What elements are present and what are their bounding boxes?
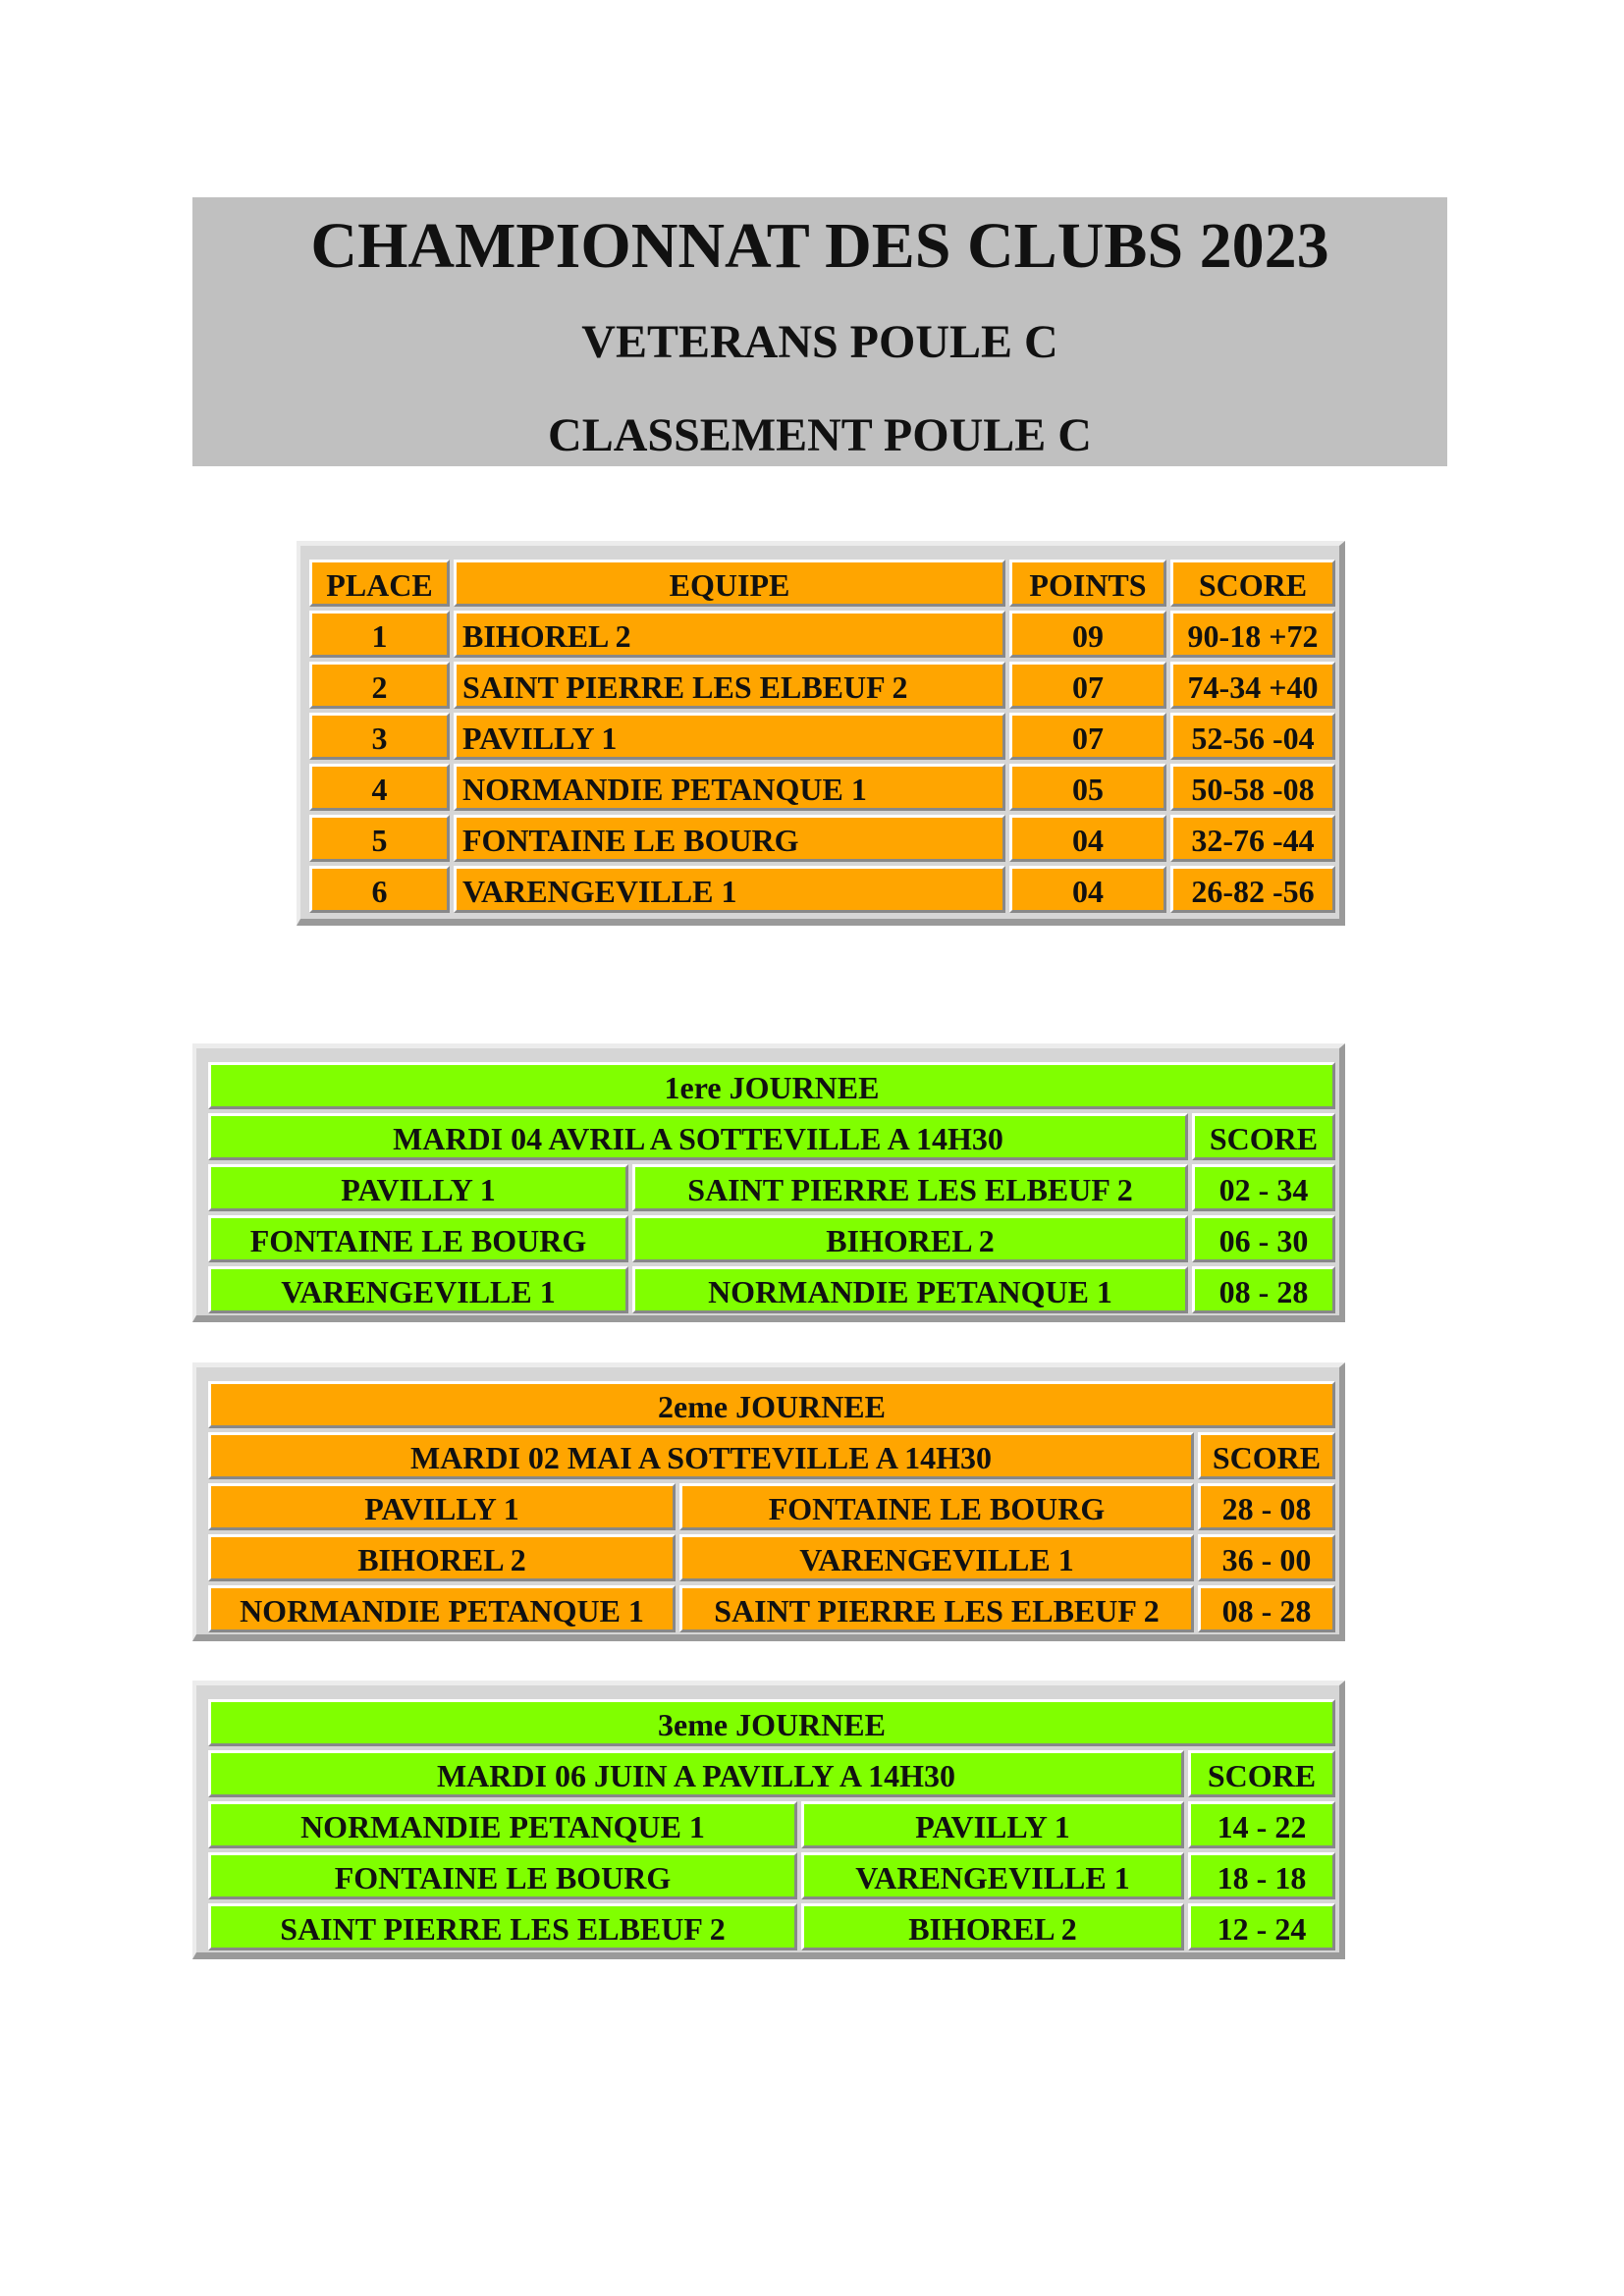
table-row-2-score: 74-34 +40	[1170, 662, 1335, 709]
table-row-5-score: 32-76 -44	[1170, 815, 1335, 862]
round-2-match-3-away: SAINT PIERRE LES ELBEUF 2	[679, 1585, 1194, 1632]
round-3-date: MARDI 06 JUIN A PAVILLY A 14H30	[208, 1750, 1184, 1797]
round-3-match-1-score: 14 - 22	[1188, 1801, 1335, 1848]
round-1-score-label: SCORE	[1192, 1113, 1335, 1160]
round-3-title: 3eme JOURNEE	[208, 1699, 1335, 1746]
table-row-5-place: 5	[309, 815, 450, 862]
table-row-6-points: 04	[1009, 866, 1166, 913]
table-row-6-place: 6	[309, 866, 450, 913]
round-1-match-1-home: PAVILLY 1	[208, 1164, 628, 1211]
standings-table	[297, 541, 1345, 926]
round-1-title: 1ere JOURNEE	[208, 1062, 1335, 1109]
table-row-3-points: 07	[1009, 713, 1166, 760]
table-row-2-team: SAINT PIERRE LES ELBEUF 2	[454, 662, 1005, 709]
round-2-match-1-home: PAVILLY 1	[208, 1483, 676, 1530]
round-3-match-2-score: 18 - 18	[1188, 1852, 1335, 1899]
table-row-3-place: 3	[309, 713, 450, 760]
table-row-5-team: FONTAINE LE BOURG	[454, 815, 1005, 862]
round-3-match-2-home: FONTAINE LE BOURG	[208, 1852, 797, 1899]
round-3-match-1-away: PAVILLY 1	[801, 1801, 1184, 1848]
round-1-match-2-score: 06 - 30	[1192, 1215, 1335, 1262]
round-3-table	[192, 1681, 1345, 1959]
page-title: CHAMPIONNAT DES CLUBS 2023	[310, 210, 1329, 282]
table-row-4-team: NORMANDIE PETANQUE 1	[454, 764, 1005, 811]
table-row-4-score: 50-58 -08	[1170, 764, 1335, 811]
table-row-1-score: 90-18 +72	[1170, 611, 1335, 658]
round-3-match-3-away: BIHOREL 2	[801, 1903, 1184, 1950]
round-1-match-3-away: NORMANDIE PETANQUE 1	[632, 1266, 1188, 1313]
round-3-match-3-score: 12 - 24	[1188, 1903, 1335, 1950]
table-row-4-points: 05	[1009, 764, 1166, 811]
round-2-match-2-score: 36 - 00	[1198, 1534, 1335, 1581]
table-row-2-points: 07	[1009, 662, 1166, 709]
table-row-5-points: 04	[1009, 815, 1166, 862]
table-row-6-team: VARENGEVILLE 1	[454, 866, 1005, 913]
round-1-match-3-score: 08 - 28	[1192, 1266, 1335, 1313]
table-row-2-place: 2	[309, 662, 450, 709]
round-1-match-2-away: BIHOREL 2	[632, 1215, 1188, 1262]
round-2-match-2-home: BIHOREL 2	[208, 1534, 676, 1581]
round-2-score-label: SCORE	[1198, 1432, 1335, 1479]
col-header-place: PLACE	[309, 560, 450, 607]
round-1-match-1-away: SAINT PIERRE LES ELBEUF 2	[632, 1164, 1188, 1211]
round-1-match-2-home: FONTAINE LE BOURG	[208, 1215, 628, 1262]
table-row-1-team: BIHOREL 2	[454, 611, 1005, 658]
round-2-match-2-away: VARENGEVILLE 1	[679, 1534, 1194, 1581]
round-2-match-3-home: NORMANDIE PETANQUE 1	[208, 1585, 676, 1632]
round-1-match-1-score: 02 - 34	[1192, 1164, 1335, 1211]
round-2-title: 2eme JOURNEE	[208, 1381, 1335, 1428]
round-1-date: MARDI 04 AVRIL A SOTTEVILLE A 14H30	[208, 1113, 1188, 1160]
table-row-3-team: PAVILLY 1	[454, 713, 1005, 760]
table-row-4-place: 4	[309, 764, 450, 811]
round-3-match-3-home: SAINT PIERRE LES ELBEUF 2	[208, 1903, 797, 1950]
table-row-3-score: 52-56 -04	[1170, 713, 1335, 760]
section-title: CLASSEMENT POULE C	[548, 409, 1092, 461]
round-3-match-2-away: VARENGEVILLE 1	[801, 1852, 1184, 1899]
page-subtitle: VETERANS POULE C	[581, 316, 1058, 368]
round-3-match-1-home: NORMANDIE PETANQUE 1	[208, 1801, 797, 1848]
round-2-match-3-score: 08 - 28	[1198, 1585, 1335, 1632]
table-row-1-place: 1	[309, 611, 450, 658]
round-2-table	[192, 1362, 1345, 1641]
table-row-6-score: 26-82 -56	[1170, 866, 1335, 913]
round-1-table	[192, 1043, 1345, 1322]
round-2-date: MARDI 02 MAI A SOTTEVILLE A 14H30	[208, 1432, 1194, 1479]
col-header-team: EQUIPE	[454, 560, 1005, 607]
round-2-match-1-score: 28 - 08	[1198, 1483, 1335, 1530]
round-2-match-1-away: FONTAINE LE BOURG	[679, 1483, 1194, 1530]
round-3-score-label: SCORE	[1188, 1750, 1335, 1797]
col-header-score: SCORE	[1170, 560, 1335, 607]
col-header-points: POINTS	[1009, 560, 1166, 607]
table-row-1-points: 09	[1009, 611, 1166, 658]
round-1-match-3-home: VARENGEVILLE 1	[208, 1266, 628, 1313]
